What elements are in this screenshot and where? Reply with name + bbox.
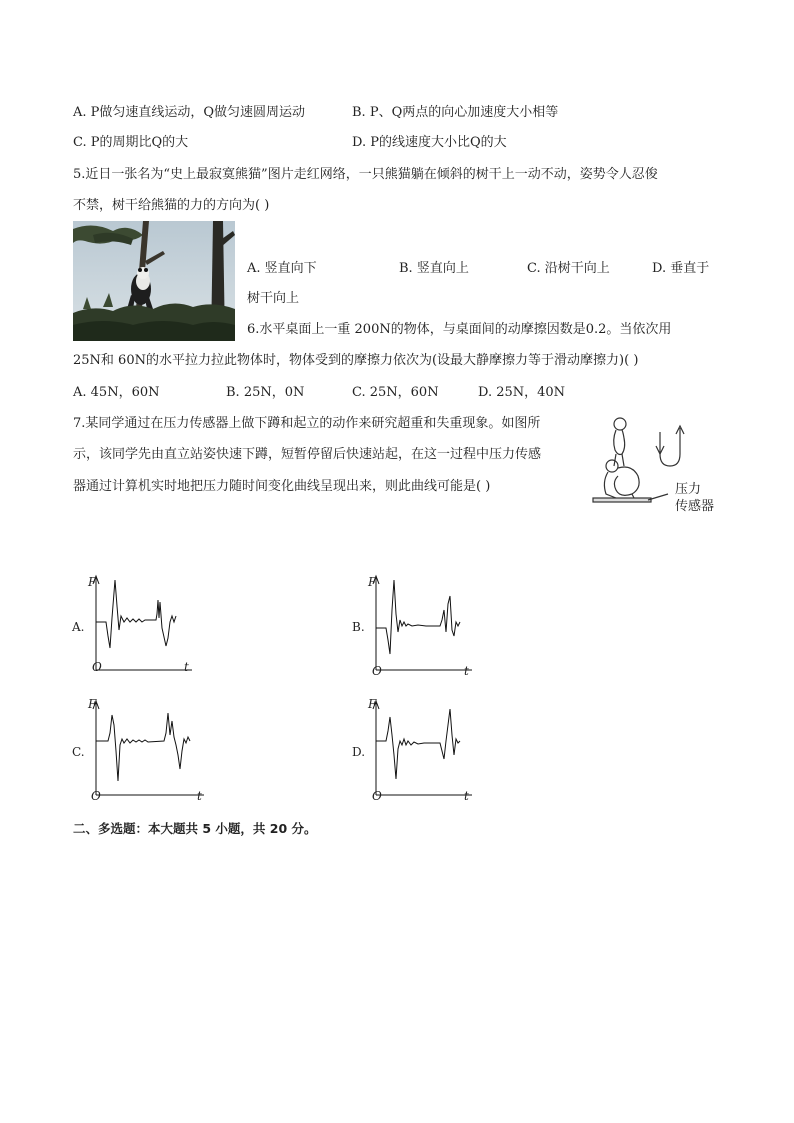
q7-stem-line2: 示，该同学先由直立站姿快速下蹲，短暂停留后快速站起，在这一过程中压力传感 bbox=[73, 447, 542, 462]
q5-option-c: C. 沿树干向上 bbox=[527, 261, 610, 276]
q5-option-b: B. 竖直向上 bbox=[399, 261, 469, 276]
graph-c-origin: O bbox=[91, 789, 101, 803]
graph-d-origin: O bbox=[372, 789, 382, 803]
graph-b-option: B. bbox=[352, 620, 365, 634]
q4-option-d: D. P的线速度大小比Q的大 bbox=[352, 135, 507, 150]
graph-d-x-label: t bbox=[464, 789, 469, 803]
graph-b-origin: O bbox=[372, 664, 382, 678]
q5-stem-line1: 5.近日一张名为“史上最寂寞熊猫”图片走红网络，一只熊猫躺在倾斜的树干上一动不动，姿势令人忍俊 bbox=[73, 167, 658, 182]
graph-d-y-label: F bbox=[368, 697, 377, 711]
q4-option-a: A. P做匀速直线运动，Q做匀速圆周运动 bbox=[73, 105, 306, 120]
graph-c bbox=[86, 695, 208, 805]
section-2-heading: 二、多选题：本大题共 5 小题，共 20 分。 bbox=[73, 821, 317, 836]
q5-stem-line2: 不禁，树干给熊猫的力的方向为( ) bbox=[73, 198, 270, 213]
graph-a-y-label: F bbox=[88, 575, 97, 589]
graph-d-option: D. bbox=[352, 745, 366, 759]
graph-a-option: A. bbox=[72, 620, 85, 634]
q4-option-c: C. P的周期比Q的大 bbox=[73, 135, 189, 150]
q5-option-a: A. 竖直向下 bbox=[247, 261, 317, 276]
graph-c-x-label: t bbox=[197, 789, 202, 803]
graph-a-x-label: t bbox=[184, 660, 189, 674]
graph-b-x-label: t bbox=[464, 664, 469, 678]
graph-d bbox=[366, 695, 476, 805]
graph-c-option: C. bbox=[72, 745, 85, 759]
sensor-label-line2: 传感器 bbox=[675, 499, 715, 514]
q6-option-b: B. 25N，0N bbox=[226, 385, 305, 400]
graph-c-y-label: F bbox=[88, 697, 97, 711]
sensor-label-line1: 压力 bbox=[675, 482, 702, 497]
q6-stem-line1: 6.水平桌面上一重 200N的物体，与桌面间的动摩擦因数是0.2。当依次用 bbox=[247, 322, 672, 337]
graph-b bbox=[366, 570, 476, 680]
q6-option-a: A. 45N，60N bbox=[73, 385, 160, 400]
q7-stem-line1: 7.某同学通过在压力传感器上做下蹲和起立的动作来研究超重和失重现象。如图所 bbox=[73, 416, 541, 431]
graph-a-origin: O bbox=[92, 660, 102, 674]
q4-option-b: B. P、Q两点的向心加速度大小相等 bbox=[352, 105, 559, 120]
q6-option-c: C. 25N，60N bbox=[352, 385, 439, 400]
panda-photo bbox=[73, 221, 235, 341]
q6-stem-line2: 25N和 60N的水平拉力拉此物体时，物体受到的摩擦力依次为(设最大静摩擦力等于滑动摩擦力)( ) bbox=[73, 353, 639, 368]
graph-b-y-label: F bbox=[368, 575, 377, 589]
q5-option-d: D. 垂直于 bbox=[652, 261, 710, 276]
q5-option-d-cont: 树干向上 bbox=[247, 291, 300, 306]
q7-stem-line3: 器通过计算机实时地把压力随时间变化曲线呈现出来，则此曲线可能是( ) bbox=[73, 479, 491, 494]
graph-a bbox=[86, 570, 196, 680]
q6-option-d: D. 25N，40N bbox=[478, 385, 566, 400]
